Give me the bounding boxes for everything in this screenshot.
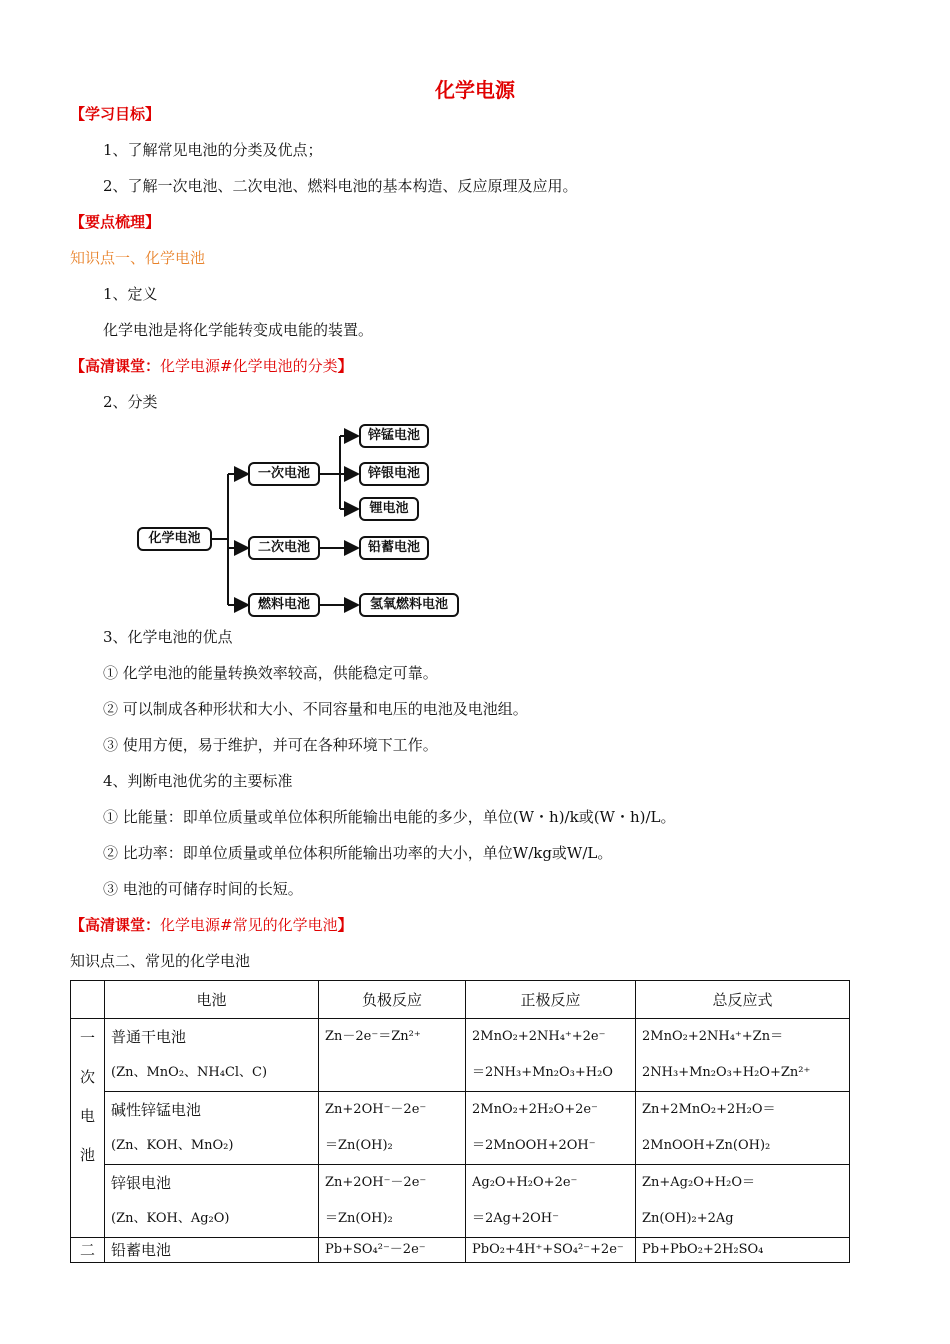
reaction-line: PbO₂+4H⁺+SO₄²⁻+2e⁻ [472,1242,624,1257]
battery-cell [105,1238,319,1263]
reaction-line: 2MnO₂+2H₂O+2e⁻ [472,1102,598,1117]
reaction-line: Zn+2MnO₂+2H₂O＝ [642,1102,776,1117]
battery-cell [105,1165,319,1238]
goal-item-2: 2、了解一次电池、二次电池、燃料电池的基本构造、反应原理及应用。 [103,177,578,195]
tree-node-lithium: 锂电池 [359,497,419,521]
negative-cell [319,1165,466,1238]
advantages-label: 3、化学电池的优点 [103,628,233,646]
table-header-battery: 电池 [105,981,319,1019]
negative-cell [319,1019,466,1092]
class-link-1-suffix: 】 [337,357,353,375]
table-header-positive: 正极反应 [466,981,636,1019]
advantage-1: ① 化学电池的能量转换效率较高，供能稳定可靠。 [103,664,438,682]
reaction-line: ＝Zn(OH)₂ [325,1211,393,1226]
table-category-secondary [71,1238,105,1263]
table-header-negative: 负极反应 [319,981,466,1019]
tree-node-primary: 一次电池 [248,462,320,486]
reaction-line: Ag₂O+H₂O+2e⁻ [472,1175,578,1190]
table-header-category [71,981,105,1019]
standard-3: ③ 电池的可储存时间的长短。 [103,880,303,898]
negative-cell [319,1238,466,1263]
reaction-line: Zn－2e⁻＝Zn²⁺ [325,1029,421,1044]
standard-1: ① 比能量：即单位质量或单位体积所能输出电能的多少，单位(W・h)/k或(W・h)/L。 [103,808,676,826]
standards-label: 4、判断电池优劣的主要标准 [103,772,293,790]
category-char: 二 [79,1241,95,1259]
battery-components: (Zn、KOH、Ag₂O) [111,1211,230,1226]
class-link-1-text[interactable]: 化学电源#化学电池的分类 [160,357,338,375]
total-cell [636,1238,850,1263]
classification-label: 2、分类 [103,393,158,411]
battery-cell [105,1092,319,1165]
positive-cell [466,1238,636,1263]
tree-node-hydrogen-oxygen: 氢氧燃料电池 [359,593,459,617]
knowledge-point-2: 知识点二、常见的化学电池 [70,952,251,970]
tree-node-lead-acid: 铅蓄电池 [359,536,429,560]
tree-node-zinc-silver: 锌银电池 [359,462,429,486]
tree-node-zinc-manganese: 锌锰电池 [359,424,429,448]
goals-heading: 【学习目标】 [70,105,161,123]
table-header-row [71,981,850,1019]
points-heading: 【要点梳理】 [70,213,161,231]
battery-cell [105,1019,319,1092]
battery-name: 碱性锌锰电池 [111,1101,202,1119]
page-title: 化学电源 [435,78,515,102]
reaction-line: Pb+PbO₂+2H₂SO₄ [642,1242,764,1257]
reaction-line: Zn+Ag₂O+H₂O＝ [642,1175,755,1190]
reaction-line: ＝Zn(OH)₂ [325,1138,393,1153]
negative-cell [319,1092,466,1165]
advantage-2: ② 可以制成各种形状和大小、不同容量和电压的电池及电池组。 [103,700,528,718]
category-char: 电 [79,1107,95,1125]
tree-node-root: 化学电池 [137,527,212,551]
reaction-line: ＝2NH₃+Mn₂O₃+H₂O [472,1065,613,1080]
battery-name: 普通干电池 [111,1028,187,1046]
positive-cell [466,1092,636,1165]
reaction-line: 2MnOOH+Zn(OH)₂ [642,1138,771,1153]
battery-components: (Zn、MnO₂、NH₄Cl、C) [111,1065,268,1080]
knowledge-point-1: 知识点一、化学电池 [70,249,206,267]
table-category-primary [71,1019,105,1238]
goal-item-1: 1、了解常见电池的分类及优点； [103,141,323,159]
battery-name: 锌银电池 [111,1174,172,1192]
battery-components: (Zn、KOH、MnO₂) [111,1138,234,1153]
category-char: 一 [79,1029,95,1047]
reaction-line: Zn(OH)₂+2Ag [642,1211,734,1226]
reaction-line: 2MnO₂+2NH₄⁺+2e⁻ [472,1029,606,1044]
class-link-2-suffix: 】 [337,916,353,934]
reaction-line: Zn+2OH⁻－2e⁻ [325,1102,427,1117]
table-header-total: 总反应式 [636,981,850,1019]
advantage-3: ③ 使用方便，易于维护，并可在各种环境下工作。 [103,736,438,754]
total-cell [636,1019,850,1092]
battery-table [70,980,850,1263]
class-link-1-prefix: 【高清课堂： [70,357,161,375]
total-cell [636,1165,850,1238]
reaction-line: 2NH₃+Mn₂O₃+H₂O+Zn²⁺ [642,1065,811,1080]
tree-node-secondary: 二次电池 [248,536,320,560]
table-row [71,1238,850,1263]
category-char: 池 [79,1146,95,1164]
reaction-line: Pb+SO₄²⁻－2e⁻ [325,1242,426,1257]
class-link-2-text[interactable]: 化学电源#常见的化学电池 [160,916,338,934]
total-cell [636,1092,850,1165]
tree-node-fuel: 燃料电池 [248,593,320,617]
table-row [71,1019,850,1092]
positive-cell [466,1019,636,1092]
reaction-line: ＝2MnOOH+2OH⁻ [472,1138,596,1153]
reaction-line: 2MnO₂+2NH₄⁺+Zn＝ [642,1029,784,1044]
category-char: 次 [79,1068,95,1086]
positive-cell [466,1165,636,1238]
table-row [71,1165,850,1238]
table-row [71,1092,850,1165]
reaction-line: Zn+2OH⁻－2e⁻ [325,1175,427,1190]
definition-text: 化学电池是将化学能转变成电能的装置。 [103,321,374,339]
standard-2: ② 比功率：即单位质量或单位体积所能输出功率的大小，单位W/kg或W/L。 [103,844,613,862]
reaction-line [325,1055,459,1091]
class-link-2-prefix: 【高清课堂： [70,916,161,934]
battery-name: 铅蓄电池 [111,1241,172,1259]
class-link-2[interactable] [70,914,353,935]
definition-label: 1、定义 [103,285,158,303]
reaction-line: ＝2Ag+2OH⁻ [472,1211,560,1226]
